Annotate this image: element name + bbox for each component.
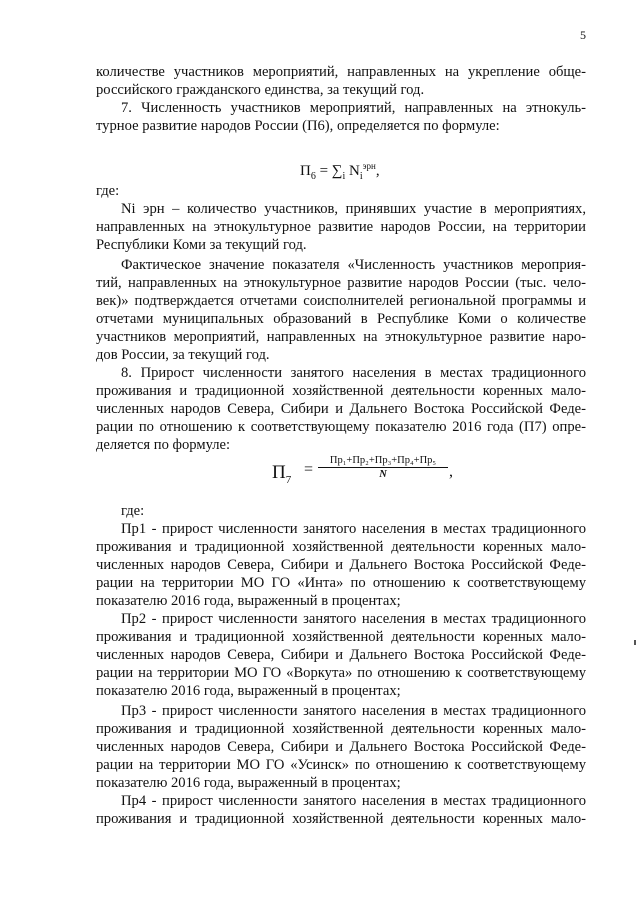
item-7-line: турное развитие народов России (П6), определяется по формуле:	[96, 118, 500, 134]
pr1-line: проживания и традиционной хозяйственной деятельности коренных мало-	[96, 539, 586, 555]
pr2-line: рации на территории МО ГО «Воркута» по отношению к соответствующему	[96, 665, 586, 681]
formula-fraction	[318, 455, 448, 480]
pr1-line: численных народов Севера, Сибири и Дальнего Востока Российской Феде-	[96, 557, 586, 573]
item-8-line: рации по отношению к соответствующему показателю 2016 года (П7) опре-	[96, 419, 586, 435]
pr3-line: Пр3 - прирост численности занятого населения в местах традиционного	[121, 703, 586, 719]
pr2-line: показателю 2016 года, выраженный в процентах;	[96, 683, 401, 699]
definition-line: направленных на этнокультурное развитие народов России, на территории	[96, 219, 586, 235]
pr1-line: показателю 2016 года, выраженный в процентах;	[96, 593, 401, 609]
document-page: 5 количестве участников мероприятий, направленных на укрепление обще- российского гражданского единства, за текущий год. 7. Численность участников мероприятий, направленных на этнокуль- турное развитие народов России (П6), определяется по формуле: $П_6 = \sum_i$ $N_i^{эрн}$, где: Ni эрн – количество участников, принявших участие в мероприятиях, направленных на этнокультурное развитие народов России, на территории Республики Коми за текущий год. Фактическое значение показателя «Численность участников мероприя- тий, направленных на этнокультурное развитие народов России (тыс. чело- век)» подтверждается отчетами соисполнителей региональной программы и отчетами муниципальных образований в Республике Коми о количестве участников мероприятий, направленных на этнокультурное развитие наро- дов России, за текущий год. 8. Прирост численности занятого населения в местах традиционного проживания и традиционной хозяйственной деятельности коренных мало- численных народов Севера, Сибири и Дальнего Востока Российской Феде- рации по отношению к соответствующему показателю 2016 года (П7) опре- деляется по формуле: $П_7$ = Пр₁+Пр₂+Пр₃+Пр₄+Пр₅ N , где: Пр1 - прирост численности занятого населения в местах традиционного проживания и традиционной хозяйственной деятельности коренных мало- численных народов Севера, Сибири и Дальнего Востока Российской Феде- рации на территории МО ГО «Инта» по отношению к соответствующему показателю 2016 года, выраженный в процентах; Пр2 - прирост численности занятого населения в местах традиционного проживания и традиционной хозяйственной деятельности коренных мало- численных народов Севера, Сибири и Дальнего Востока Российской Феде- рации на территории МО ГО «Воркута» по отношению к соответствующему показателю 2016 года, выраженный в процентах; Пр3 - прирост численности занятого населения в местах традиционного проживания и традиционной хозяйственной деятельности коренных мало- численных народов Севера, Сибири и Дальнего Востока Российской Феде- рации на территории МО ГО «Усинск» по отношению к соответствующему показателю 2016 года, выраженный в процентах; Пр4 - прирост численности занятого населения в местах традиционного проживания и традиционной хозяйственной деятельности коренных мало-	[0, 0, 640, 905]
item-7-line: 7. Численность участников мероприятий, направленных на этнокуль-	[121, 100, 586, 116]
fact-line: Фактическое значение показателя «Численность участников мероприя-	[121, 257, 586, 273]
pr2-line: Пр2 - прирост численности занятого населения в местах традиционного	[121, 611, 586, 627]
pr1-line: рации на территории МО ГО «Инта» по отношению к соответствующему	[96, 575, 586, 591]
item-8-line: численных народов Севера, Сибири и Дальнего Востока Российской Феде-	[96, 401, 586, 417]
fact-line: участников мероприятий, направленных на этнокультурное развитие наро-	[96, 329, 586, 345]
definition-line: Ni эрн – количество участников, принявших участие в мероприятиях,	[121, 201, 586, 217]
formula-p6: $П_6 = \sum_i$ $N_i^{эрн}$,	[300, 161, 380, 182]
body-line: российского гражданского единства, за текущий год.	[96, 82, 425, 98]
pr2-line: численных народов Севера, Сибири и Дальнего Востока Российской Феде-	[96, 647, 586, 663]
scan-mark	[634, 640, 636, 645]
definition-line: Республики Коми за текущий год.	[96, 237, 307, 253]
item-8-line: проживания и традиционной хозяйственной деятельности коренных мало-	[96, 383, 586, 399]
pr2-line: проживания и традиционной хозяйственной деятельности коренных мало-	[96, 629, 586, 645]
pr4-line: проживания и традиционной хозяйственной деятельности коренных мало-	[96, 811, 586, 827]
pr3-line: показателю 2016 года, выраженный в процентах;	[96, 775, 401, 791]
fraction-numerator: Пр₁+Пр₂+Пр₃+Пр₄+Пр₅	[318, 455, 448, 468]
item-8-line: 8. Прирост численности занятого населения в местах традиционного	[121, 365, 586, 381]
where-label: где:	[121, 503, 145, 519]
fact-line: тий, направленных на этнокультурное развитие народов России (тыс. чело-	[96, 275, 586, 291]
pr3-line: проживания и традиционной хозяйственной деятельности коренных мало-	[96, 721, 586, 737]
pr3-line: рации на территории МО ГО «Усинск» по отношению к соответствующему	[96, 757, 586, 773]
page-number: 5	[580, 28, 586, 42]
where-label: где:	[96, 183, 120, 199]
pr4-line: Пр4 - прирост численности занятого населения в местах традиционного	[121, 793, 586, 809]
fraction-denominator: N	[379, 469, 387, 480]
fact-line: отчетами муниципальных образований в Республике Коми о количестве	[96, 311, 586, 327]
pr3-line: численных народов Севера, Сибири и Дальнего Востока Российской Феде-	[96, 739, 586, 755]
fact-line: век)» подтверждается отчетами соисполнителей региональной программы и	[96, 293, 586, 309]
body-line: количестве участников мероприятий, направленных на укрепление обще-	[96, 64, 586, 80]
pr1-line: Пр1 - прирост численности занятого населения в местах традиционного	[121, 521, 586, 537]
fact-line: дов России, за текущий год.	[96, 347, 270, 363]
item-8-line: деляется по формуле:	[96, 437, 231, 453]
